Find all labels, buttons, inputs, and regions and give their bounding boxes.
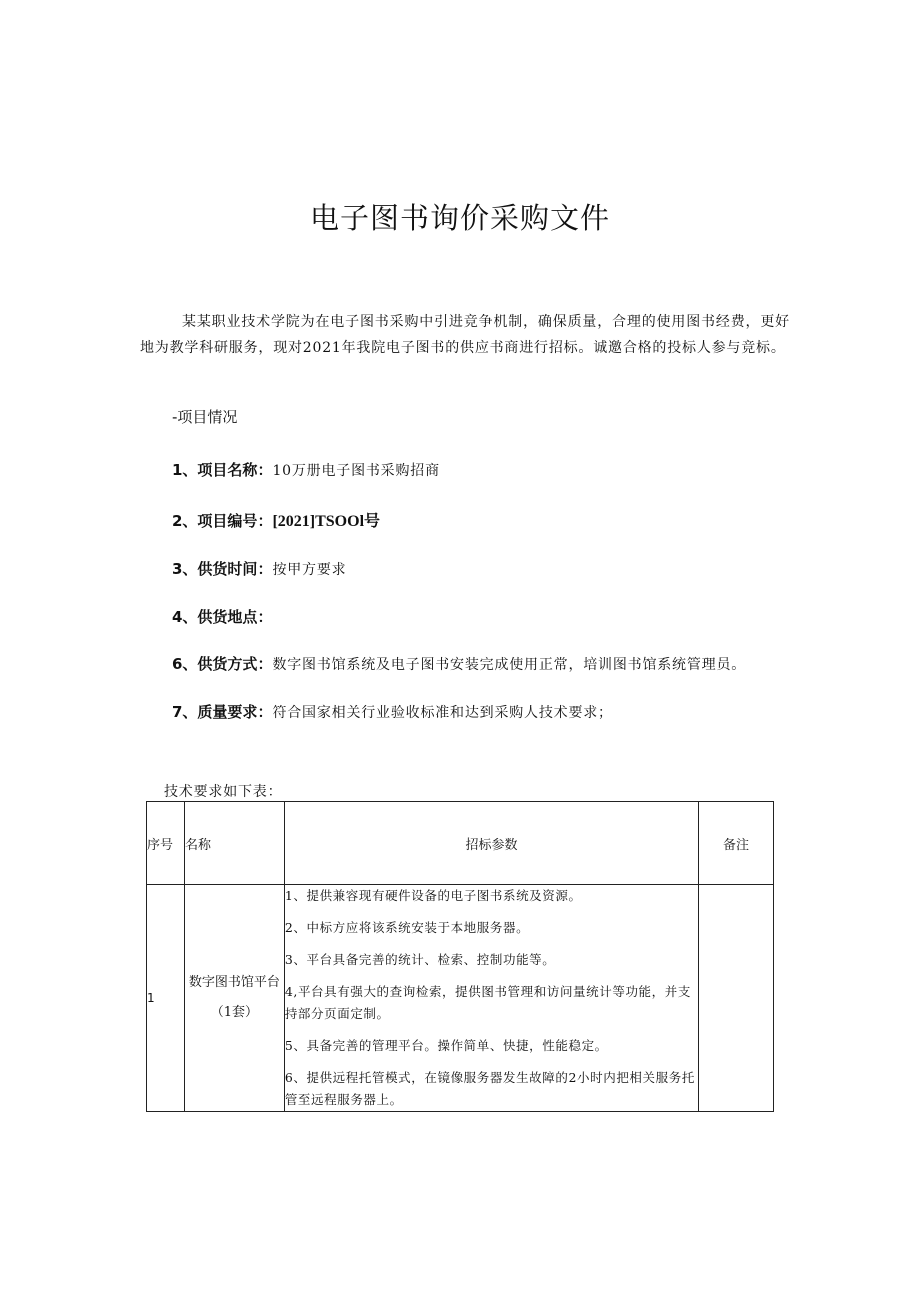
item-label: 6、供货方式： [172, 655, 273, 673]
intro-paragraph: 某某职业技术学院为在电子图书采购中引进竞争机制，确保质量，合理的使用图书经费，更好地为教学科研服务，现对2021年我院电子图书的供应书商进行招标。诚邀合格的投标人参与竞标。 [140, 314, 790, 356]
header-name: 名称 [184, 802, 284, 885]
param-item: 4,平台具有强大的查询检索，提供图书管理和访问量统计等功能，并支持部分页面定制。 [284, 984, 691, 1021]
table-row [147, 885, 774, 1112]
param-item: 2、中标方应将该系统安装于本地服务器。 [284, 920, 530, 935]
item-value: [2021]TSOOl号 [272, 513, 381, 530]
row-params [284, 885, 698, 1112]
item-label: 1、项目名称： [172, 461, 273, 479]
row-no: 1 [147, 885, 185, 1112]
param-item: 1、提供兼容现有硬件设备的电子图书系统及资源。 [284, 888, 582, 903]
item-label: 2、项目编号： [172, 512, 273, 530]
document-title: 电子图书询价采购文件 [309, 201, 610, 235]
requirements-table [146, 801, 774, 1112]
item-quality-requirement [172, 701, 613, 722]
item-label: 4、供货地点： [172, 608, 273, 626]
item-project-number [172, 508, 380, 531]
row-note [699, 885, 774, 1112]
item-label: 3、供货时间： [172, 560, 273, 578]
header-no: 序号 [147, 802, 185, 885]
item-value: 数字图书馆系统及电子图书安装完成使用正常，培训图书馆系统管理员。 [272, 657, 747, 673]
item-supply-method [172, 653, 746, 674]
param-item: 3、平台具备完善的统计、检索、控制功能等。 [284, 952, 556, 967]
table-header-row [147, 802, 774, 885]
row-name-quantity: （1套） [210, 1005, 259, 1020]
item-label: 7、质量要求： [172, 703, 273, 721]
row-name-line: 数字图书馆平台 [188, 975, 280, 990]
item-supply-location [172, 606, 272, 627]
header-note: 备注 [699, 802, 774, 885]
row-name [184, 885, 284, 1112]
item-project-name [172, 459, 440, 480]
table-caption: 技术要求如下表： [164, 784, 283, 800]
param-item: 5、具备完善的管理平台。操作简单、快捷，性能稳定。 [284, 1038, 608, 1053]
header-params: 招标参数 [284, 802, 698, 885]
item-supply-time [172, 558, 346, 579]
item-value: 按甲方要求 [272, 562, 347, 578]
item-value: 符合国家相关行业验收标准和达到采购人技术要求； [272, 705, 613, 721]
section-heading: -项目情况 [172, 408, 238, 426]
item-value: 10万册电子图书采购招商 [272, 463, 440, 479]
param-item: 6、提供远程托管模式，在镜像服务器发生故障的2小时内把相关服务托管至远程服务器上。 [284, 1070, 695, 1107]
